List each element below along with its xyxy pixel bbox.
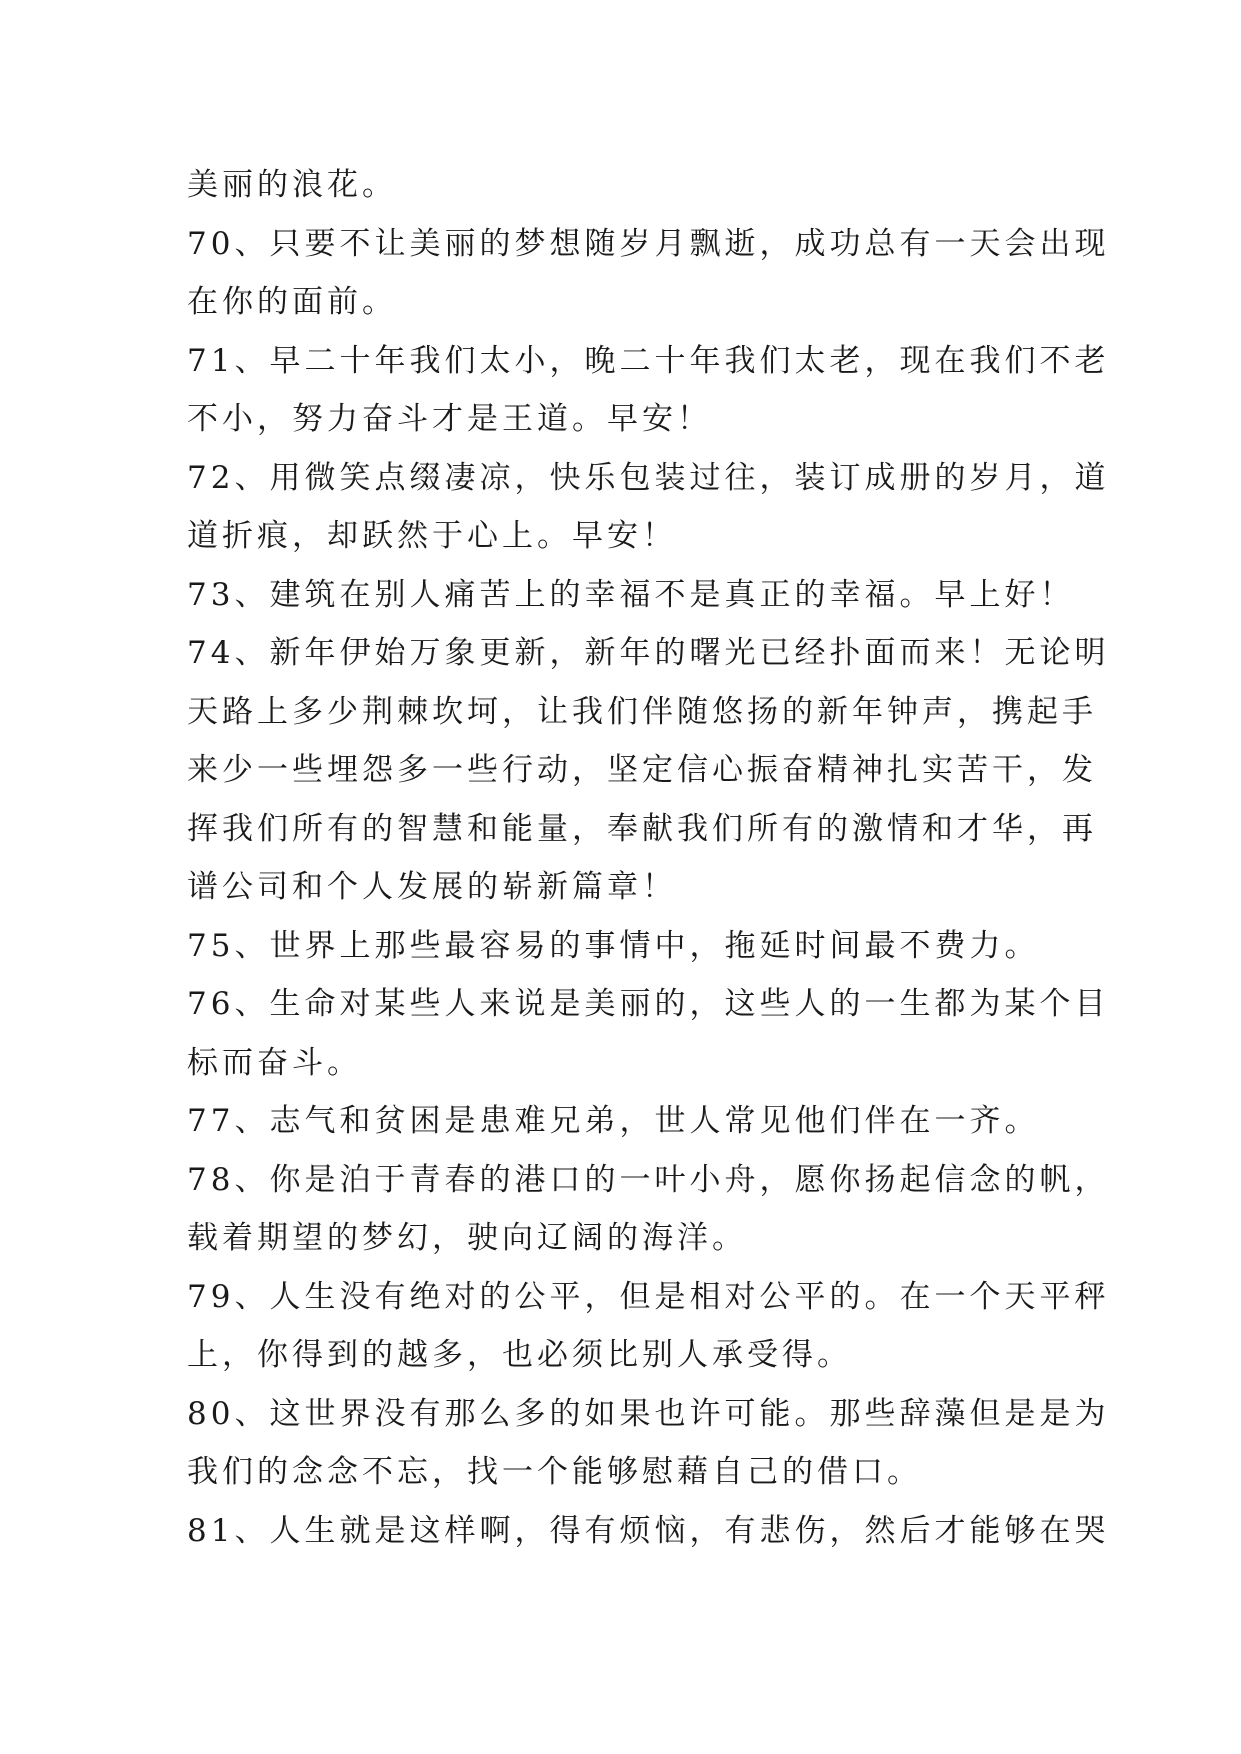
text-line: 80、这世界没有那么多的如果也许可能。那些辞藻但是是为 [187, 1395, 1110, 1432]
text-line: 标而奋斗。 [187, 1044, 362, 1081]
text-line: 在你的面前。 [187, 284, 397, 320]
text-line: 70、只要不让美丽的梦想随岁月飘逝，成功总有一天会出现 [187, 225, 1110, 262]
text-line: 道折痕，却跃然于心上。早安！ [187, 518, 677, 554]
text-line: 72、用微笑点缀凄凉，快乐包装过往，装订成册的岁月，道 [187, 459, 1110, 496]
text-line: 美丽的浪花。 [187, 167, 397, 203]
text-line: 74、新年伊始万象更新，新年的曙光已经扑面而来！无论明 [187, 635, 1110, 671]
document-body [187, 156, 1110, 1560]
text-line: 73、建筑在别人痛苦上的幸福不是真正的幸福。早上好！ [187, 576, 1075, 613]
text-line: 78、你是泊于青春的港口的一叶小舟，愿你扬起信念的帆， [187, 1161, 1110, 1198]
text-line: 挥我们所有的智慧和能量，奉献我们所有的激情和才华，再 [187, 810, 1097, 847]
text-line: 81、人生就是这样啊，得有烦恼，有悲伤，然后才能够在哭 [187, 1512, 1110, 1549]
text-line: 我们的念念不忘，找一个能够慰藉自己的借口。 [187, 1454, 922, 1490]
text-line: 天路上多少荆棘坎坷，让我们伴随悠扬的新年钟声，携起手 [187, 693, 1097, 730]
text-line: 79、人生没有绝对的公平，但是相对公平的。在一个天平秤 [187, 1278, 1110, 1315]
text-line: 上，你得到的越多，也必须比别人承受得。 [187, 1337, 852, 1373]
text-line: 77、志气和贫困是患难兄弟，世人常见他们伴在一齐。 [187, 1103, 1040, 1139]
text-line: 75、世界上那些最容易的事情中，拖延时间最不费力。 [187, 927, 1040, 964]
text-line: 谱公司和个人发展的崭新篇章！ [187, 869, 677, 905]
text-line: 不小，努力奋斗才是王道。早安！ [187, 401, 712, 437]
text-line: 76、生命对某些人来说是美丽的，这些人的一生都为某个目 [187, 986, 1110, 1022]
text-line: 71、早二十年我们太小，晚二十年我们太老，现在我们不老 [187, 342, 1110, 379]
text-line: 载着期望的梦幻，驶向辽阔的海洋。 [187, 1220, 747, 1256]
text-line: 来少一些埋怨多一些行动，坚定信心振奋精神扎实苦干，发 [187, 752, 1097, 788]
